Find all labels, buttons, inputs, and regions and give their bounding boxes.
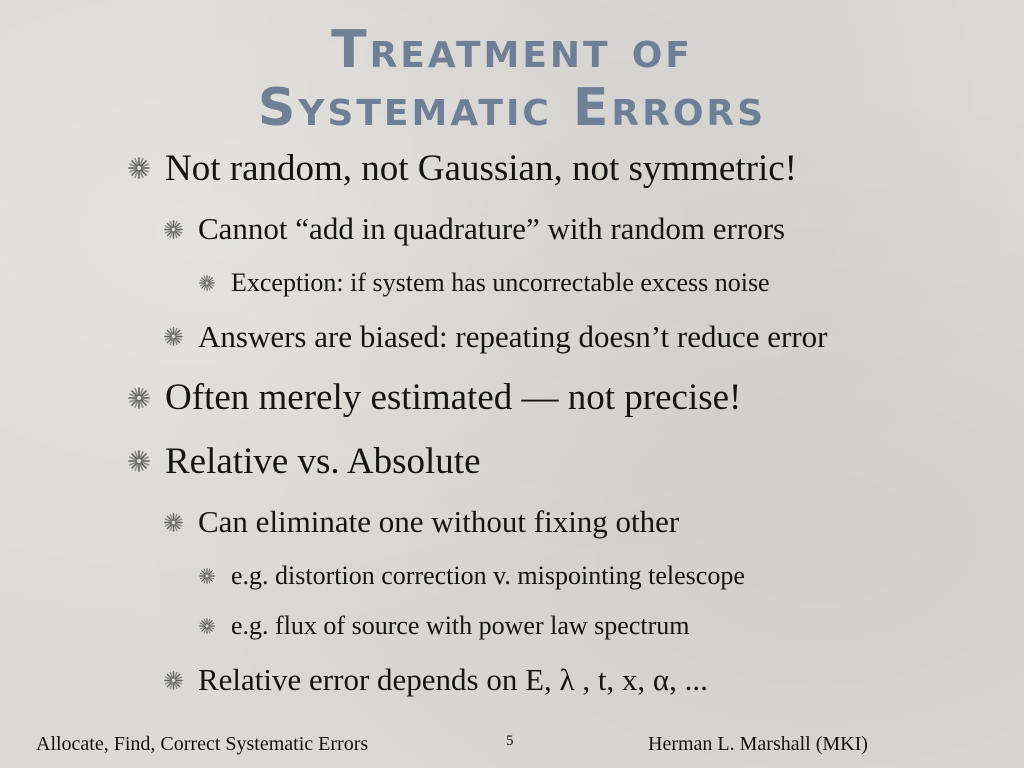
sunburst-bullet-icon bbox=[199, 568, 215, 584]
bullet-item: Relative vs. Absolute bbox=[165, 441, 481, 482]
bullet-item: Not random, not Gaussian, not symmetric! bbox=[165, 148, 797, 189]
slide-title-line-2: Systematic Errors bbox=[257, 78, 767, 138]
bullet-item: Can eliminate one without fixing other bbox=[198, 504, 680, 539]
bullet-item: Answers are biased: repeating doesn’t reduce error bbox=[198, 319, 828, 354]
bullet-item: Cannot “add in quadrature” with random errors bbox=[198, 211, 786, 246]
sunburst-bullet-icon bbox=[164, 671, 183, 690]
bullet-item: Often merely estimated — not precise! bbox=[165, 377, 742, 418]
footer-author: Herman L. Marshall (MKI) bbox=[648, 733, 868, 755]
sunburst-bullet-icon bbox=[164, 513, 183, 532]
bullet-item: Relative error depends on E, λ , t, x, α, ... bbox=[198, 662, 708, 697]
footer-presentation-title: Allocate, Find, Correct Systematic Errors bbox=[36, 733, 369, 755]
sunburst-bullet-icon bbox=[199, 618, 215, 634]
slide-title-line-1: Treatment of bbox=[331, 20, 693, 80]
footer-page-number: 5 bbox=[506, 733, 514, 749]
sunburst-bullet-icon bbox=[164, 220, 183, 239]
sunburst-bullet-icon bbox=[128, 450, 150, 472]
sunburst-bullet-icon bbox=[199, 275, 215, 291]
sunburst-bullet-icon bbox=[128, 157, 150, 179]
sunburst-bullet-icon bbox=[164, 327, 183, 346]
bullet-item: e.g. distortion correction v. mispointing telescope bbox=[231, 561, 745, 590]
bullet-item: Exception: if system has uncorrectable excess noise bbox=[231, 268, 770, 297]
sunburst-bullet-icon bbox=[128, 387, 150, 409]
bullet-item: e.g. flux of source with power law spectrum bbox=[231, 611, 690, 640]
